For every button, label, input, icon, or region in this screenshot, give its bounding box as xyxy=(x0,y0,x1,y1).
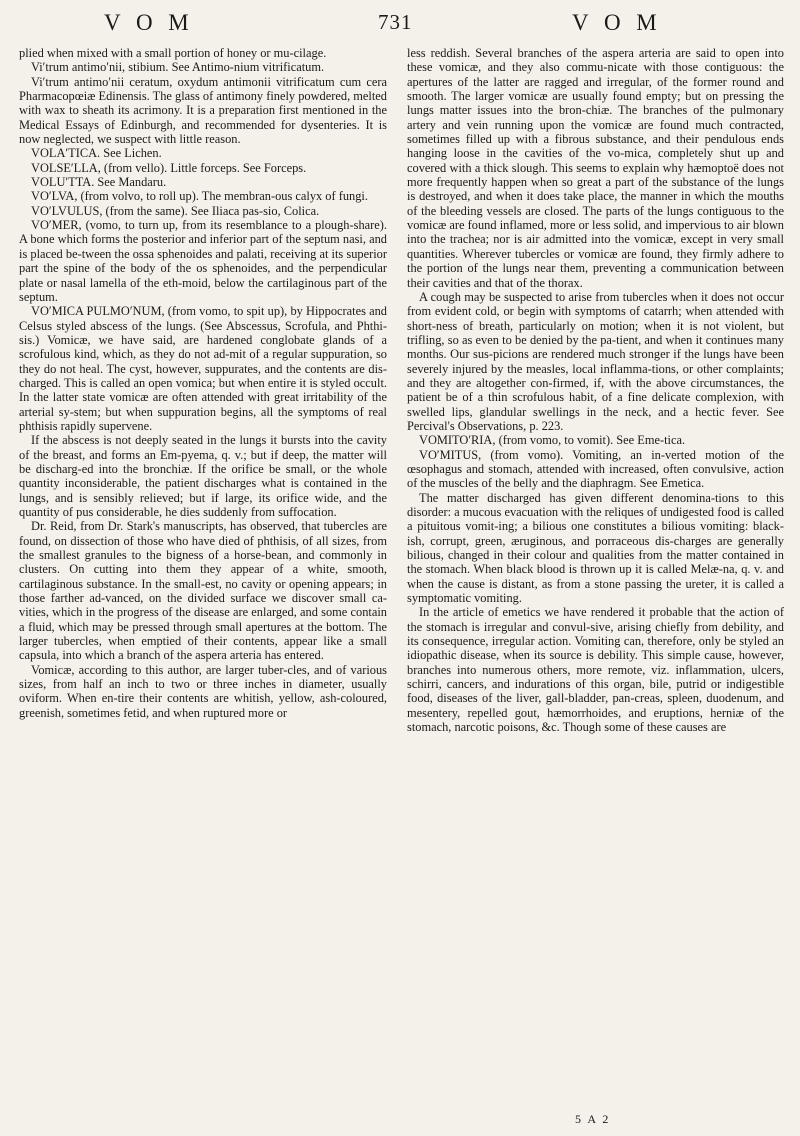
running-header xyxy=(0,10,800,40)
right-column xyxy=(407,46,784,735)
entry-vitrum-antimonii-ceratum: Vi′trum antimo′nii ceratum, oxydum antimonii vitrificatum cum cera Pharmacopœiæ Edinensis. The glass of antimony finely powdered, melted with wax to sheath its acrimony. It is a preparation first mentioned in the Medical Essays of Edinburgh, and recommended for dysenteries. It is now neglected, we suspect with little reason. xyxy=(19,74,387,147)
paragraph: Dr. Reid, from Dr. Stark's manuscripts, has observed, that tubercles are found, on dissection of those who have died of phthisis, of all sizes, from the smallest granules to the bigness of a horse-bean, and commonly in clusters. On cutting into them they appear of a white, smooth, cartilaginous substance. In the small-est, no cavity or opening appears; in those farther ad-vanced, on the divided surface we discover small ca-vities, which in the progress of the disease are enlarged, and some contain a fluid, which may be pressed through small apertures at the bottom. The larger tubercles, when emptied of their contents, appear like a small capsula, into which a branch of the aspera arteria has entered. xyxy=(19,519,387,663)
entry-vitrum-antimonii: Vi′trum antimo′nii, stibium. See Antimo-nium vitrificatum. xyxy=(31,60,325,75)
paragraph: plied when mixed with a small portion of honey or mu-cilage. xyxy=(19,46,327,60)
page-number: 731 xyxy=(378,10,413,34)
paragraph: A cough may be suspected to arise from tubercles when it does not occur from evident cold, or begin with symptoms of catarrh; when attended with short-ness of breath, particularly on motion; when it is not violent, but trifling, so as even to be denied by the pa-tient, and when it continues many months. Our sus-picions are rendered much stronger if the lungs have been severely injured by the measles, local inflamma-tions, or other complaints; and they are altogether con-firmed, if, with the above circumstances, the patient be of a thin scrofulous habit, of a fine delicate complexion, with swelled lips, glandular swellings in the neck, and a hectic fever. See Percival's Observations, p. 223. xyxy=(407,289,784,433)
signature-mark: 5 A 2 xyxy=(575,1112,611,1126)
left-column xyxy=(19,46,387,720)
entry-vomer: VO′MER, (vomo, to turn up, from its resemblance to a plough-share). A bone which forms the posterior and inferior part of the septum nasi, and is placed be-tween the ossa sphenoides and palati, receiving at its superior part the spine of the body of the os sphenoides, and the perpendicular plate or nasal lamella of the eth-moid, below the cartilaginous part of the septum. xyxy=(19,218,387,304)
paragraph: In the article of emetics we have rendered it probable that the action of the stomach is irregular and convul-sive, arising chiefly from debility, and its consequence, irregular action. Vomiting can, therefore, only be styled an idiopathic disease, when its source is debility. This simple cause, however, branches into numerous others, more remote, viz. inflammation, ulcers, schirri, cancers, and indurations of this organ, bile, putrid or indigestible food, diseases of the liver, gall-bladder, pan-creas, spleen, duodenum, and mesentery, repelled gout, hæmorrhoides, and eruptions, herniæ of the stomach, narcotic poisons, &c. Though some of these causes are xyxy=(407,605,784,735)
header-left-guideword: V O M xyxy=(104,10,194,35)
entry-volatica: VOLA′TICA. See Lichen. xyxy=(31,146,162,161)
entry-volutta: VOLU′TTA. See Mandaru. xyxy=(31,175,167,190)
paragraph: The matter discharged has given different denomina-tions to this disorder: a mucous evacuation with the reliques of undigested food is called a pituitous vomit-ing; a bilious one constitutes a bilious vomiting: black-ish, corrupt, green, æruginous, and porraceous dis-charges are generally bilious, changed in their colour and qualities from the matter contained in the stomach. When black blood is thrown up it is called Melæ-na, q. v. and when the cause is distant, as from a stone passing the ureter, it is called a symptomatic vomiting. xyxy=(407,490,784,606)
entry-volsella: VOLSE′LLA, (from vello). Little forceps. See Forceps. xyxy=(31,160,307,175)
paragraph: Vomicæ, according to this author, are larger tuber-cles, and of various sizes, from half an inch to two or three inches in diameter, usually oviform. When en-tire their contents are whitish, yellow, ash-coloured, greenish, sometimes fetid, and when ruptured more or xyxy=(19,662,387,720)
entry-vomitoria: VOMITO′RIA, (from vomo, to vomit). See Eme-tica. xyxy=(419,433,686,448)
entry-volvulus: VO′LVULUS, (from the same). See Iliaca pas-sio, Colica. xyxy=(31,203,320,218)
entry-volva: VO′LVA, (from volvo, to roll up). The membran-ous calyx of fungi. xyxy=(31,189,368,204)
entry-vomica-pulmonum: VO′MICA PULMO′NUM, (from vomo, to spit up), by Hippocrates and Celsus styled abscess of the lungs. (See Abscessus, Scrofula, and Phthi-sis.) Vomicæ, we have said, are hardened conglobate glands of a scrofulous kind, which, as they do not ad-mit of a regular suppuration, so they do not heal. The cyst, however, suppurates, and the contents are dis-charged. This is called an open vomica; but when entire it is styled occult. In the latter state vomicæ are often attended with great irritability of the arterial sy-stem; but when suppuration begins, all the symptoms of real phthisis rapidly supervene. xyxy=(19,304,387,433)
paragraph: less reddish. Several branches of the aspera arteria are said to open into these vomicæ, and they also commu-nicate with those contiguous: the apertures of the latter are ragged and irregular, of the former round and smooth. The larger vomicæ are usually found empty; but on pressing the lungs matter issues into the bron-chiæ. The branches of the pulmonary artery and vein running upon the vomicæ are found much contracted, sometimes filled up with a fibrous substance, and their pendulous ends hanging loose in the cavities of the vo-mica, completely shut up and covered with a thick slough. This seems to explain why hæmoptoë does not more frequently happen when so great a part of the substance of the lungs is destroyed, and when it does take place, the manner in which the mouths of the bleeding vessels are closed. The parts of the lungs contiguous to the vomicæ are found inflamed, more or less solid, and impervious to air blown into the trachea; nor is air admitted into the vomicæ, except in very small quantities. Wherever tubercles or vomicæ are found, they firmly adhere to the portion of the lungs near them, preventing a communication between their cavities and that of the thorax. xyxy=(407,46,784,290)
entry-vomitus: VO′MITUS, (from vomo). Vomiting, an in-verted motion of the œsophagus and stomach, attended with increased, often convulsive, action of the muscles of the belly and the diaphragm. See Emetica. xyxy=(407,447,784,491)
header-right-guideword: V O M xyxy=(572,10,662,35)
paragraph: If the abscess is not deeply seated in the lungs it bursts into the cavity of the breast, and forms an Em-pyema, q. v.; but if deep, the matter will be discharg-ed into the bronchiæ. If the orifice be small, or the whole quantity inconsiderable, the patient discharges what is contained in the lungs, and is sensibly relieved; but if large, its orifice wide, and the quantity of pus considerable, he dies suddenly from suffocation. xyxy=(19,433,387,519)
